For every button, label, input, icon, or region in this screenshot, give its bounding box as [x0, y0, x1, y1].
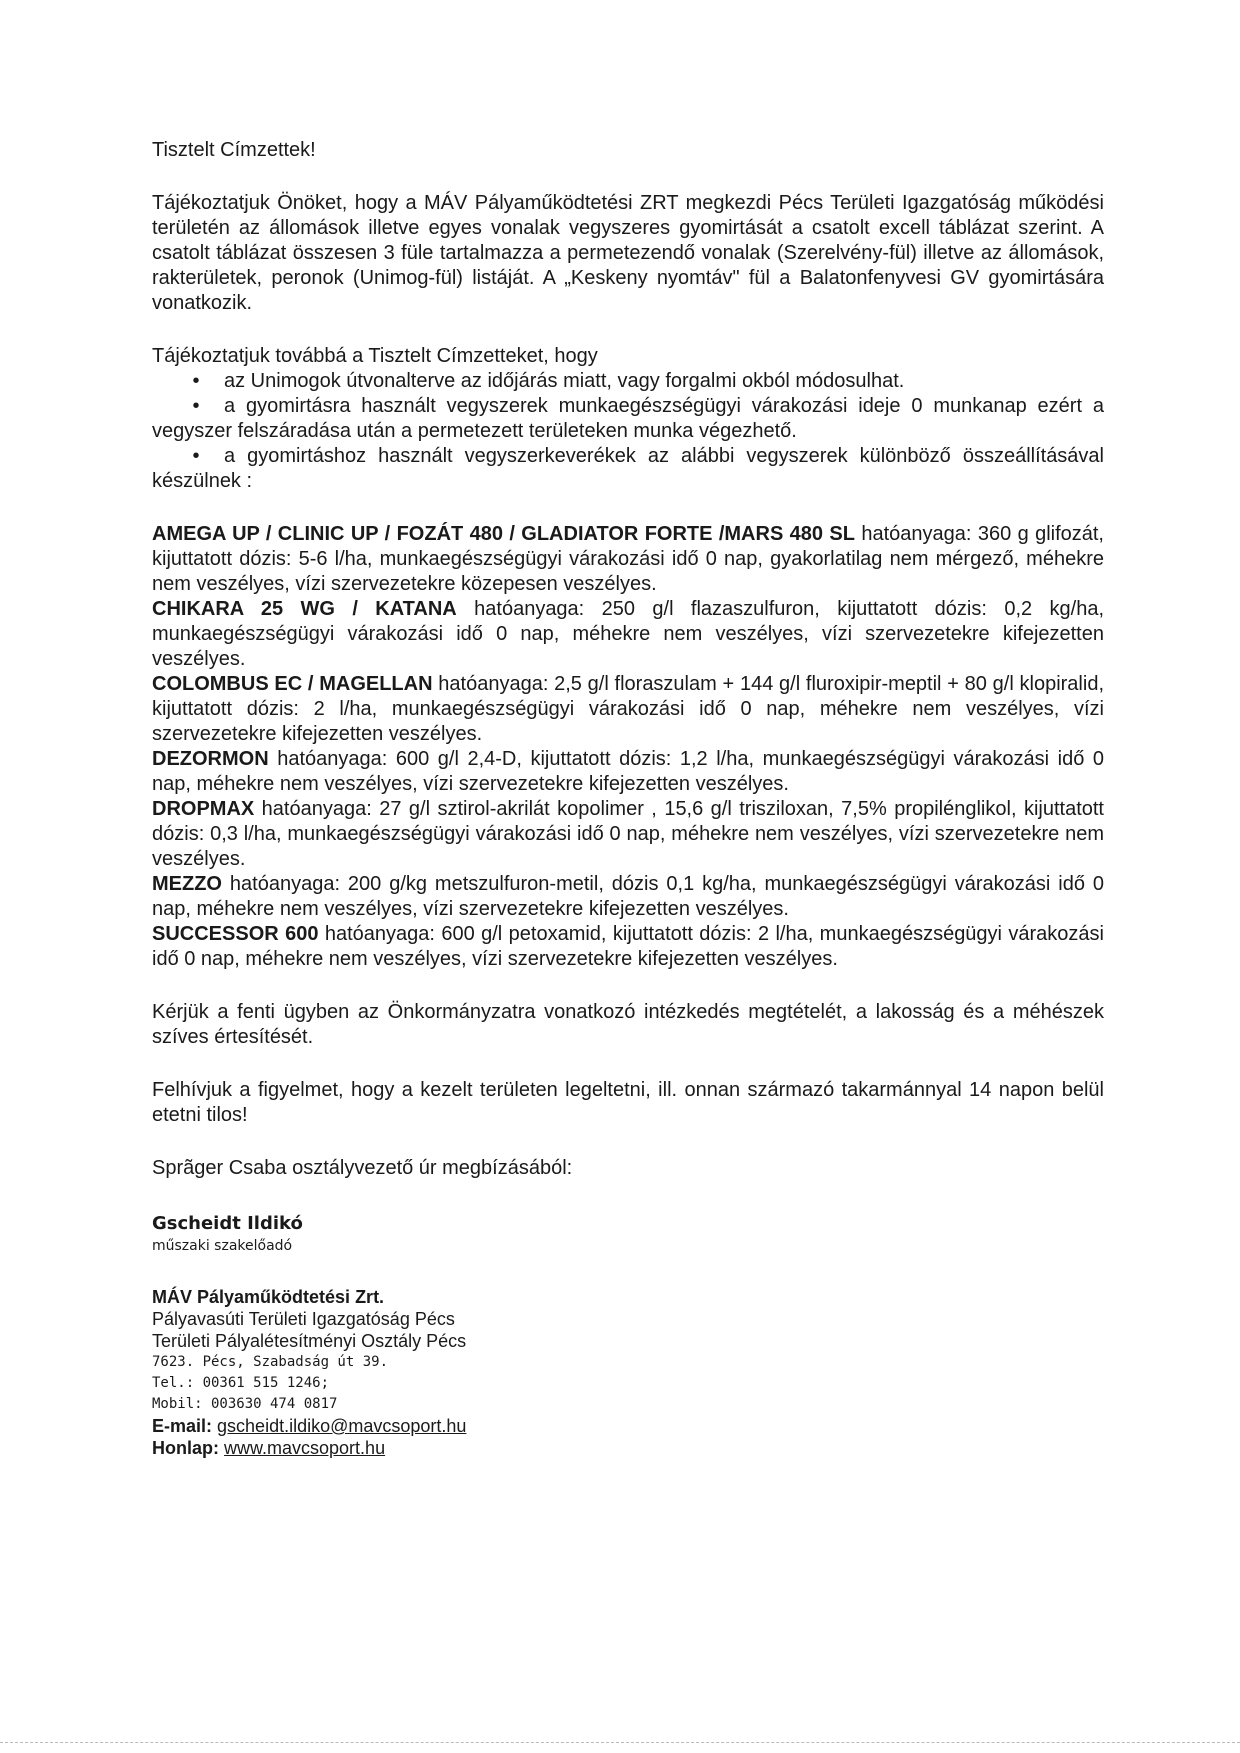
request-paragraph: Kérjük a fenti ügyben az Önkormányzatra vonatkozó intézkedés megtételét, a lakosság és a méhészek szíves értesítését. — [152, 1001, 1104, 1048]
web-row — [152, 1437, 1104, 1459]
chemical-name: MEZZO — [152, 873, 222, 895]
chemical-name: DEZORMON — [152, 748, 269, 770]
intro-paragraph: Tájékoztatjuk Önöket, hogy a MÁV Pályaműködtetési ZRT megkezdi Pécs Területi Igazgatóság működési területén az állomások illetve egyes vonalak vegyszeres gyomirtását a csatolt excell táblázat szerint. A csatolt táblázat összesen 3 füle tartalmazza a permetezendő vonalak (Szerelvény-fül) illetve az állomások, rakterületek, peronok (Unimog-fül) listáját. A „Keskeny nyomtáv" fül a Balatonfenyvesi GV gyomirtására vonatkozik. — [152, 192, 1104, 314]
org-name: MÁV Pályaműködtetési Zrt. — [152, 1287, 385, 1307]
chemical-list — [152, 522, 1104, 972]
chemical-entry: DEZORMON hatóanyaga: 600 g/l 2,4-D, kijuttatott dózis: 1,2 l/ha, munkaegészségügyi várakozási idő 0 nap, méhekre nem veszélyes, vízi szervezetekre kifejezetten veszélyes. — [152, 748, 1104, 795]
chemical-name: CHIKARA 25 WG / KATANA — [152, 598, 457, 620]
signer-title: műszaki szakelőadó — [152, 1238, 293, 1254]
chemical-name: AMEGA UP / CLINIC UP / FOZÁT 480 / GLADIATOR FORTE /MARS 480 SL — [152, 523, 855, 545]
organization-block — [152, 1286, 1104, 1459]
chemical-entry: DROPMAX hatóanyaga: 27 g/l sztirol-akrilát kopolimer , 15,6 g/l trisziloxan, 7,5% propilénglikol, kijuttatott dózis: 0,3 l/ha, munkaegészségügyi várakozási idő 0 nap, méhekre nem veszélyes, vízi szervezetekre nem veszélyes. — [152, 798, 1104, 870]
warning-paragraph: Felhívjuk a figyelmet, hogy a kezelt területen legeltetni, ill. onnan származó takarmánnyal 14 napon belül etetni tilos! — [152, 1079, 1104, 1126]
list-item: • a gyomirtáshoz használt vegyszerkeverékek az alábbi vegyszerek különböző összeállításával készülnek : — [152, 445, 1104, 492]
signature-block — [152, 1211, 1104, 1256]
on-behalf-line: Sprãger Csaba osztályvezető úr megbízásából: — [152, 1157, 573, 1179]
chemical-name: DROPMAX — [152, 798, 255, 820]
list-item: • az Unimogok útvonalterve az időjárás miatt, vagy forgalmi okból módosulhat. — [152, 369, 1104, 394]
org-address: 7623. Pécs, Szabadság út 39. — [152, 1354, 389, 1370]
letter-body — [152, 138, 1104, 1459]
chemical-entry: AMEGA UP / CLINIC UP / FOZÁT 480 / GLADIATOR FORTE /MARS 480 SL hatóanyaga: 360 g glifozát, kijuttatott dózis: 5-6 l/ha, munkaegészségügyi várakozási idő 0 nap, gyakorlatilag nem mérgező, méhekre nem veszélyes, vízi szervezetekre közepesen veszélyes. — [152, 523, 1104, 595]
email-row — [152, 1415, 1104, 1437]
bullet-icon: • — [192, 395, 200, 417]
bullet-icon: • — [192, 370, 200, 392]
chemical-entry: SUCCESSOR 600 hatóanyaga: 600 g/l petoxamid, kijuttatott dózis: 2 l/ha, munkaegészségügyi várakozási idő 0 nap, méhekre nem veszélyes, vízi szervezetekre kifejezetten veszélyes. — [152, 923, 1104, 970]
org-line-1: Pályavasúti Területi Igazgatóság Pécs — [152, 1309, 455, 1329]
org-line-2: Területi Pályalétesítményi Osztály Pécs — [152, 1331, 467, 1351]
chemical-entry: COLOMBUS EC / MAGELLAN hatóanyaga: 2,5 g/l floraszulam + 144 g/l fluroxipir-meptil + 80 g/l klopiralid, kijuttatott dózis: 2 l/ha, munkaegészségügyi várakozási idő 0 nap, méhekre nem veszélyes, vízi szervezetekre kifejezetten veszélyes. — [152, 673, 1104, 745]
chemical-name: COLOMBUS EC / MAGELLAN — [152, 673, 433, 695]
info-intro: Tájékoztatjuk továbbá a Tisztelt Címzetteket, hogy — [152, 345, 598, 367]
info-list — [152, 369, 1104, 494]
org-tel: Tel.: 00361 515 1246; — [152, 1375, 330, 1391]
chemical-entry: CHIKARA 25 WG / KATANA hatóanyaga: 250 g/l flazaszulfuron, kijuttatott dózis: 0,2 kg/ha, munkaegészségügyi várakozási idő 0 nap, méhekre nem veszélyes, vízi szervezetekre kifejezetten veszélyes. — [152, 598, 1104, 670]
email-label: E-mail: — [152, 1416, 213, 1436]
chemical-entry: MEZZO hatóanyaga: 200 g/kg metszulfuron-metil, dózis 0,1 kg/ha, munkaegészségügyi várakozási idő 0 nap, méhekre nem veszélyes, vízi szervezetekre kifejezetten veszélyes. — [152, 873, 1104, 920]
scan-edge-divider — [0, 1742, 1240, 1743]
org-mobil: Mobil: 003630 474 0817 — [152, 1396, 338, 1412]
salutation: Tisztelt Címzettek! — [152, 139, 316, 161]
email-link[interactable]: gscheidt.ildiko@mavcsoport.hu — [217, 1416, 467, 1436]
web-link[interactable]: www.mavcsoport.hu — [224, 1438, 386, 1458]
signer-name: Gscheidt Ildikó — [152, 1213, 303, 1234]
chemical-name: SUCCESSOR 600 — [152, 923, 319, 945]
list-item: • a gyomirtásra használt vegyszerek munkaegészségügyi várakozási ideje 0 munkanap ezért a vegyszer felszáradása után a permetezett területeken munka végezhető. — [152, 395, 1104, 442]
web-label: Honlap: — [152, 1438, 219, 1458]
bullet-icon: • — [192, 445, 200, 467]
